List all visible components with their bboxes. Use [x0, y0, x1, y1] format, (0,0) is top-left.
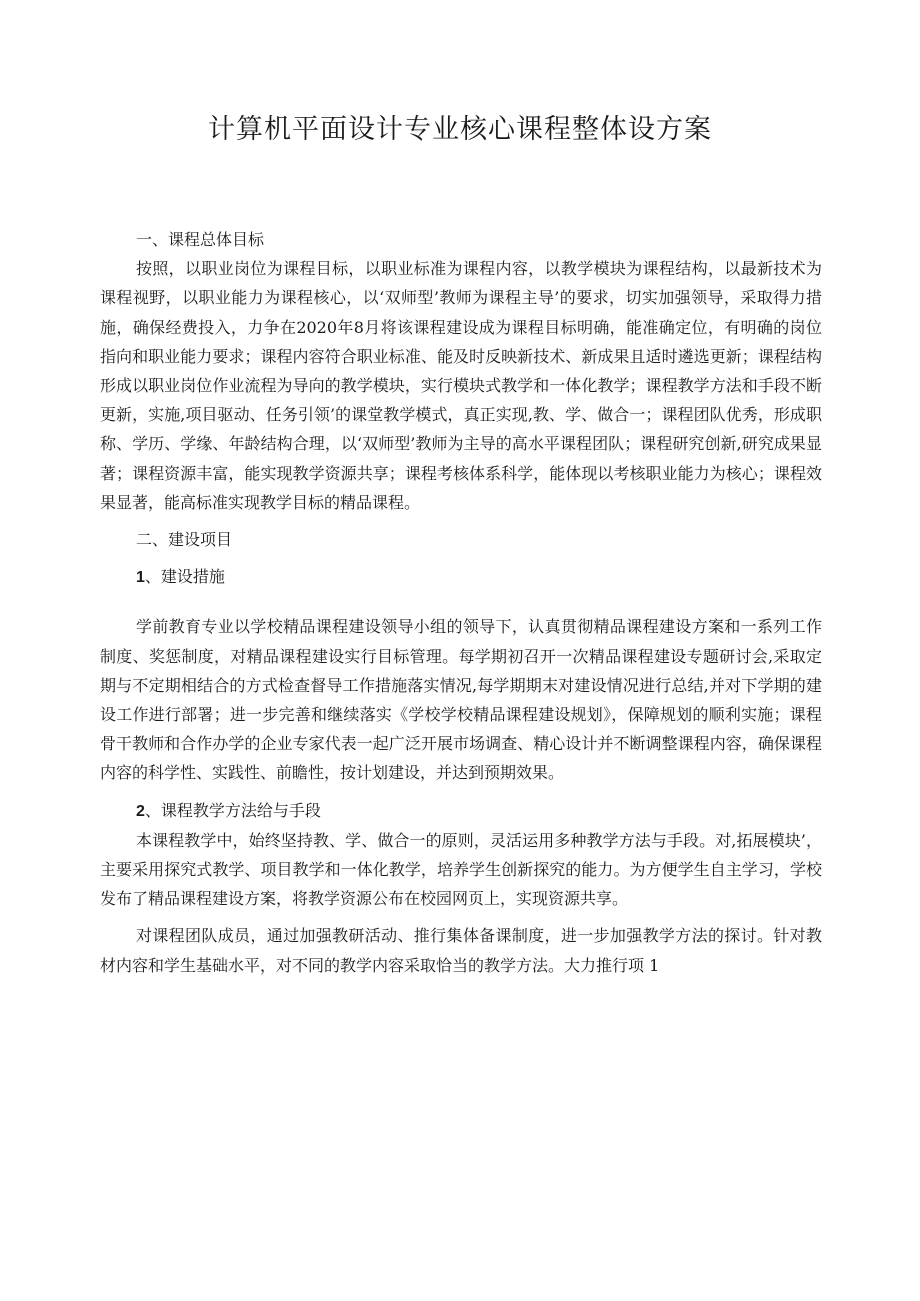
spacer	[100, 554, 822, 562]
subsection-number: 2	[136, 802, 145, 820]
section-paragraph-methods-2: 对课程团队成员，通过加强教研活动、推行集体备课制度，进一步加强教学方法的探讨。针对教材内容和学生基础水平，对不同的教学内容采取恰当的教学方法。大力推行项 1	[100, 926, 822, 975]
subsection-number: 1	[136, 569, 145, 587]
subsection-title: 、课程教学方法给与手段	[144, 800, 321, 820]
section-paragraph-goals: 按照，以职业岗位为课程目标，以职业标准为课程内容，以教学模块为课程结构，以最新技术为课程视野，以职业能力为课程核心，以‘双师型’教师为课程主导’的要求，切实加强领导，采取得力措施，确保经费投入，力争在2020年8月将该课程建设成为课程目标明确，能准确定位，有明确的岗位指向和职业能力要求；课程内容符合职业标准、能及时反映新技术、新成果且适时遴选更新；课程结构形成以职业岗位作业流程为导向的教学模块，实行模块式教学和一体化教学；课程教学方法和手段不断更新，实施,项目驱动、任务引领’的课堂教学模式，真正实现,教、学、做合一；课程团队优秀，形成职称、学历、学缘、年龄结构合理，以‘双师型’教师为主导的高水平课程团队；课程研究创新,研究成果显著；课程资源丰富，能实现教学资源共享；课程考核体系科学，能体现以考核职业能力为核心；课程效果显著，能高标准实现教学目标的精品课程。	[100, 259, 822, 512]
section-paragraph-measures: 学前教育专业以学校精品课程建设领导小组的领导下，认真贯彻精品课程建设方案和一系列工作制度、奖惩制度，对精品课程建设实行目标管理。每学期初召开一次精品课程建设专题研讨会,采取定期与不定期相结合的方式检查督导工作措施落实情况,每学期期末对建设情况进行总结,并对下学期的建设工作进行部署；进一步完善和继续落实《学校学校精品课程建设规划》，保障规划的顺利实施；课程骨干教师和合作办学的企业专家代表一起广泛开展市场调查、精心设计并不断调整课程内容，确保课程内容的科学性、实践性、前瞻性，按计划建设，并达到预期效果。	[100, 617, 822, 783]
subsection-heading-methods	[100, 796, 822, 826]
document-title: 计算机平面设计专业核心课程整体设方案	[208, 114, 712, 145]
spacer	[100, 517, 822, 525]
spacer	[100, 913, 822, 921]
spacer	[100, 592, 822, 612]
subsection-heading-measures	[100, 562, 822, 592]
subsection-title: 、建设措施	[144, 567, 225, 587]
section-heading-projects: 二、建设项目	[136, 530, 233, 550]
document-body	[100, 225, 822, 980]
section-paragraph-methods-1: 本课程教学中，始终坚持教、学、做合一的原则，灵活运用多种教学方法与手段。对,拓展模块’，主要采用探究式教学、项目教学和一体化教学，培养学生创新探究的能力。为方便学生自主学习，学校发布了精品课程建设方案，将教学资源公布在校园网页上，实现资源共享。	[100, 830, 822, 909]
section-heading-goals: 一、课程总体目标	[136, 230, 265, 249]
spacer	[100, 788, 822, 796]
